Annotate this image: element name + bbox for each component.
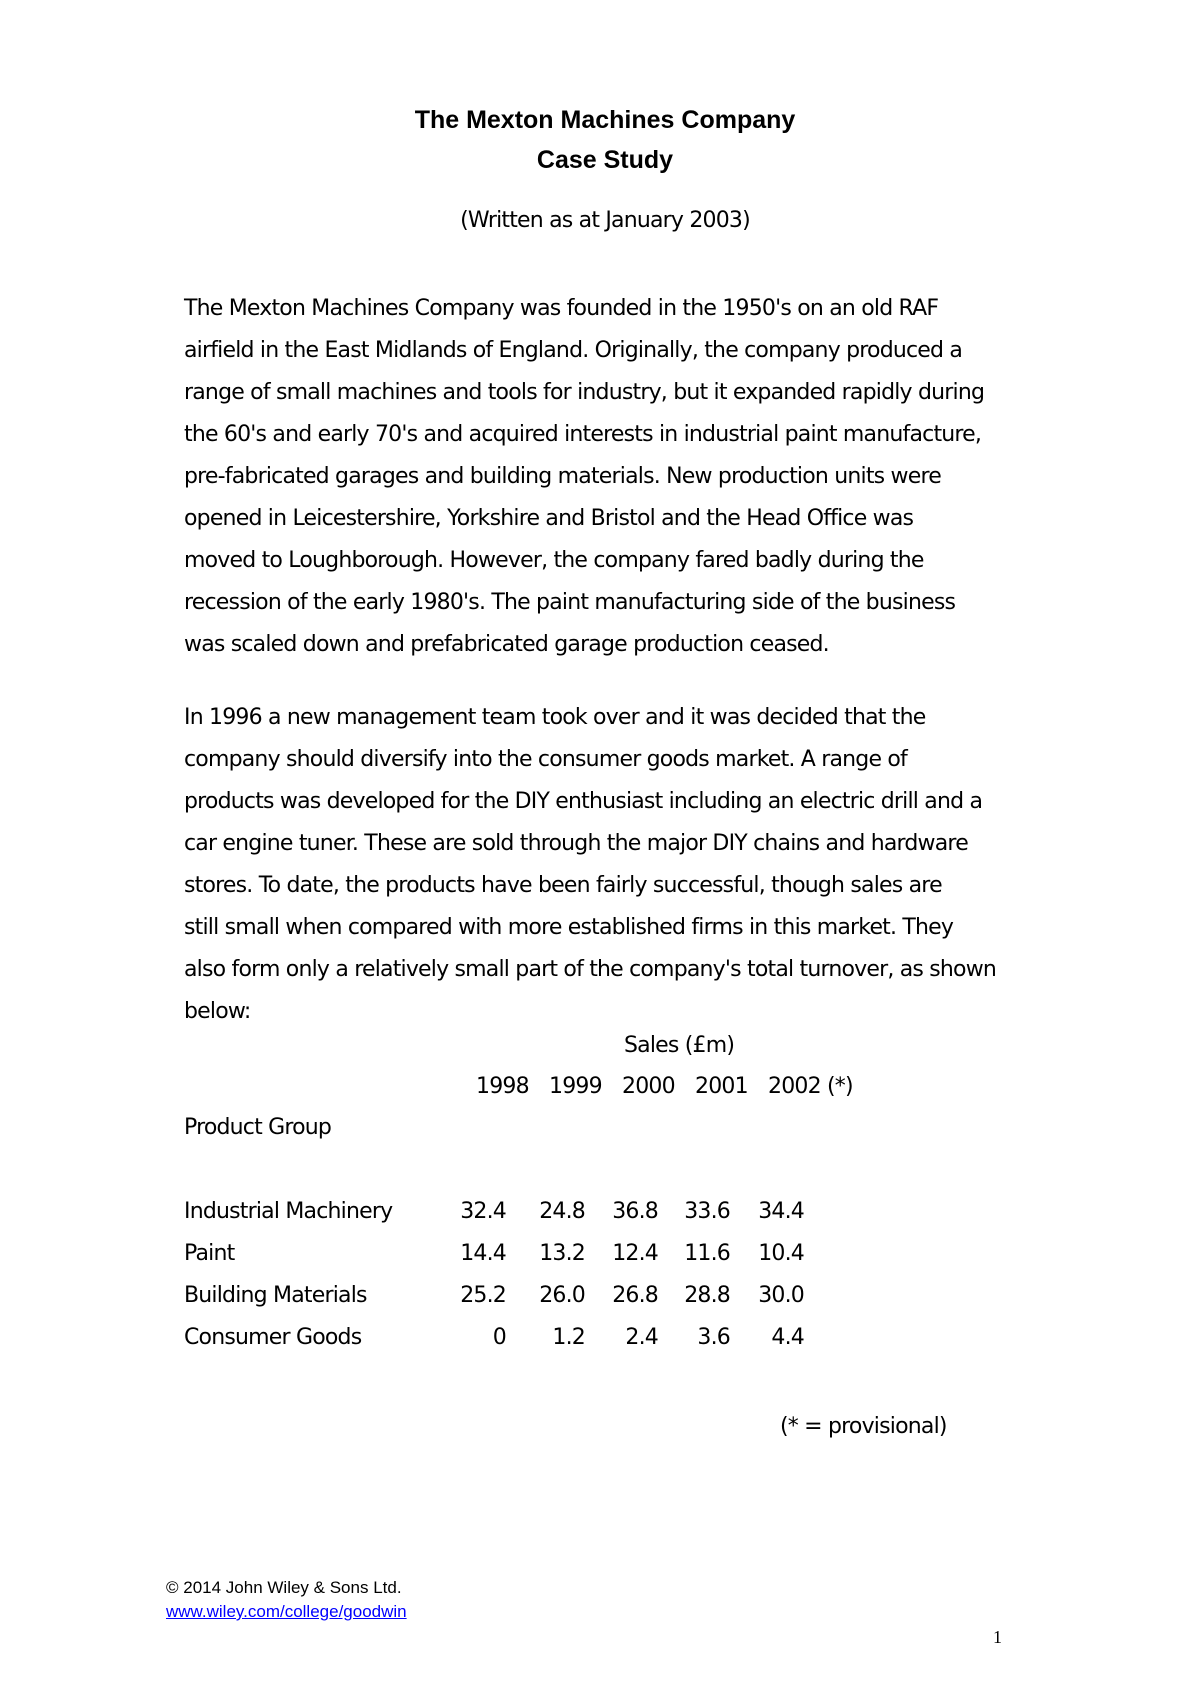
text-line: products was developed for the DIY enthusiast including an electric drill and a bbox=[184, 789, 983, 814]
table-cell: 4.4 bbox=[771, 1325, 804, 1350]
year-header: 1999 bbox=[549, 1074, 602, 1099]
written-date: (Written as at January 2003) bbox=[460, 208, 750, 233]
table-cell: 33.6 bbox=[684, 1199, 730, 1224]
table-cell: 25.2 bbox=[460, 1283, 506, 1308]
text-line: still small when compared with more established firms in this market. They bbox=[184, 915, 954, 940]
table-cell: 26.0 bbox=[539, 1283, 585, 1308]
text-line: also form only a relatively small part of the company's total turnover, as shown bbox=[184, 957, 997, 982]
text-line: stores. To date, the products have been fairly successful, though sales are bbox=[184, 873, 942, 898]
table-cell: 30.0 bbox=[758, 1283, 804, 1308]
publisher-link[interactable]: www.wiley.com/college/goodwin bbox=[166, 1602, 407, 1621]
paragraph-diversification bbox=[184, 697, 1064, 1033]
year-header: 1998 bbox=[476, 1074, 529, 1099]
year-header: 2002 (*) bbox=[768, 1074, 853, 1099]
table-cell: 2.4 bbox=[625, 1325, 658, 1350]
text-line: the 60's and early 70's and acquired interests in industrial paint manufacture, bbox=[184, 422, 982, 447]
document-title: The Mexton Machines Company bbox=[414, 106, 796, 134]
text-line: range of small machines and tools for industry, but it expanded rapidly during bbox=[184, 380, 985, 405]
row-label: Paint bbox=[184, 1241, 235, 1266]
year-header: 2000 bbox=[622, 1074, 675, 1099]
text-line: was scaled down and prefabricated garage production ceased. bbox=[184, 632, 829, 657]
text-line: moved to Loughborough. However, the company fared badly during the bbox=[184, 548, 924, 573]
copyright-text: © 2014 John Wiley & Sons Ltd. bbox=[166, 1578, 402, 1597]
text-line: below: bbox=[184, 999, 251, 1024]
table-cell: 24.8 bbox=[539, 1199, 585, 1224]
table-cell: 12.4 bbox=[612, 1241, 658, 1266]
year-header: 2001 bbox=[695, 1074, 748, 1099]
table-cell: 36.8 bbox=[612, 1199, 658, 1224]
table-cell: 34.4 bbox=[758, 1199, 804, 1224]
row-label: Consumer Goods bbox=[184, 1325, 362, 1350]
table-cell: 1.2 bbox=[552, 1325, 585, 1350]
table-cell: 13.2 bbox=[539, 1241, 585, 1266]
text-line: recession of the early 1980's. The paint manufacturing side of the business bbox=[184, 590, 956, 615]
text-line: pre-fabricated garages and building materials. New production units were bbox=[184, 464, 941, 489]
provisional-note: (* = provisional) bbox=[780, 1414, 947, 1439]
table-cell: 11.6 bbox=[684, 1241, 730, 1266]
table-cell: 32.4 bbox=[460, 1199, 506, 1224]
text-line: opened in Leicestershire, Yorkshire and Bristol and the Head Office was bbox=[184, 506, 914, 531]
text-line: The Mexton Machines Company was founded in the 1950's on an old RAF bbox=[184, 296, 939, 321]
footer bbox=[166, 1576, 407, 1624]
text-line: airfield in the East Midlands of England. Originally, the company produced a bbox=[184, 338, 963, 363]
row-label: Building Materials bbox=[184, 1283, 367, 1308]
table-cell: 0 bbox=[492, 1325, 506, 1350]
table-cell: 10.4 bbox=[758, 1241, 804, 1266]
page-number: 1 bbox=[993, 1627, 1002, 1647]
group-header: Product Group bbox=[184, 1115, 332, 1140]
table-cell: 14.4 bbox=[460, 1241, 506, 1266]
row-label: Industrial Machinery bbox=[184, 1199, 393, 1224]
text-line: In 1996 a new management team took over and it was decided that the bbox=[184, 705, 926, 730]
table-caption: Sales (£m) bbox=[624, 1033, 735, 1058]
table-cell: 3.6 bbox=[697, 1325, 730, 1350]
text-line: car engine tuner. These are sold through the major DIY chains and hardware bbox=[184, 831, 968, 856]
paragraph-history bbox=[184, 288, 1064, 666]
table-cell: 28.8 bbox=[684, 1283, 730, 1308]
text-line: company should diversify into the consumer goods market. A range of bbox=[184, 747, 908, 772]
table-cell: 26.8 bbox=[612, 1283, 658, 1308]
document-subtitle: Case Study bbox=[536, 146, 674, 174]
